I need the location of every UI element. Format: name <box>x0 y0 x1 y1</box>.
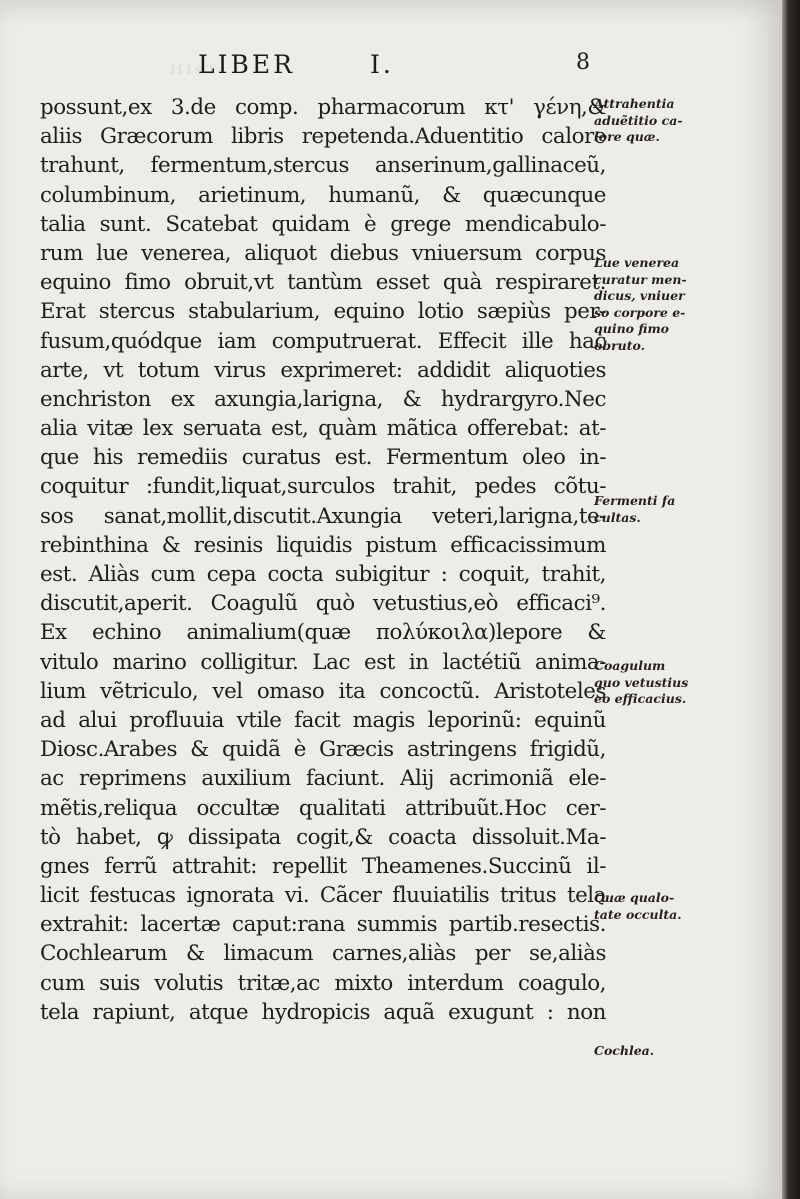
margin-note-line: cultas. <box>594 509 641 525</box>
body-line: sos sanat,mollit,discutit.Axungia veteri,larigna,te- <box>40 503 606 529</box>
show-through-text: ᴴᴵˢᵀ <box>170 60 220 88</box>
body-line: licit festucas ignorata vi. Cãcer fluuiatilis tritus tela <box>40 883 606 909</box>
margin-note-line: lore quæ. <box>594 129 660 144</box>
body-text <box>40 93 606 1027</box>
margin-note-line: Attrahentia <box>594 96 675 111</box>
body-line: tò habet, ꝙ dissipata cogit,& coacta dissoluit.Ma- <box>40 824 606 850</box>
margin-note-line: obruto. <box>594 337 645 353</box>
margin-note <box>594 658 734 708</box>
body-line: columbinum, arietinum, humanũ, & quæcunque <box>40 182 606 208</box>
margin-note <box>594 493 734 526</box>
body-line: enchriston ex axungia,larigna, & hydrargyro.Nec <box>40 386 606 412</box>
margin-note-line: so corpore e- <box>594 304 686 320</box>
body-line: possunt,ex 3.de comp. pharmacorum κτ' γένη,& <box>40 95 606 120</box>
margin-note-line: quo vetustius <box>594 674 689 690</box>
header-book-number: I. <box>370 50 394 79</box>
margin-note-line: Quæ qualo- <box>594 890 675 905</box>
margin-note-line: curatur men- <box>594 271 687 287</box>
body-line: extrahit: lacertæ caput:rana summis partib.resectis. <box>40 912 606 938</box>
body-line: est. Aliàs cum cepa cocta subigitur : coquit, trahit, <box>40 562 606 587</box>
body-line: arte, vt totum virus exprimeret: addidit aliquoties <box>40 357 606 383</box>
margin-note-line: dicus, vniuer <box>594 288 685 303</box>
body-line: Erat stercus stabularium, equino lotio sæpiùs per- <box>40 299 606 325</box>
body-line: Ex echino animalium(quæ πολύκοιλα)lepore & <box>40 620 606 646</box>
body-line: fusum,quódque iam computruerat. Effecit ille hac <box>40 328 606 354</box>
body-line: vitulo marino colligitur. Lac est in lactétiũ anima- <box>40 649 606 675</box>
body-line: que his remediis curatus est. Fermentum oleo in- <box>40 445 606 471</box>
book-gutter <box>782 0 800 1199</box>
margin-note <box>594 1043 734 1060</box>
body-line: Diosc.Arabes & quidã è Græcis astringens frigidũ, <box>40 737 606 763</box>
margin-note <box>594 96 734 146</box>
margin-note-line: Cochlea. <box>594 1043 655 1058</box>
margin-note <box>594 255 734 354</box>
margin-note-line: tate occulta. <box>594 906 682 922</box>
body-line: discutit,aperit. Coagulũ quò vetustius,eò efficaci⁹. <box>40 591 606 617</box>
margin-note-line: eo efficacius. <box>594 691 687 706</box>
body-line: alia vitæ lex seruata est, quàm mãtica offerebat: at- <box>40 416 606 442</box>
margin-note-line: Coagulum <box>594 658 666 673</box>
body-line: aliis Græcorum libris repetenda.Aduentitio calore <box>40 124 606 150</box>
margin-note-line: Fermenti fa <box>594 493 676 508</box>
body-line: lium vẽtriculo, vel omaso ita concoctũ. Aristoteles <box>40 678 606 704</box>
body-line: tela rapiunt, atque hydropicis aquã exugunt : non <box>40 999 606 1025</box>
body-line: rebinthina & resinis liquidis pistum efficacissimum <box>40 532 606 558</box>
body-line: cum suis volutis tritæ,ac mixto interdum coagulo, <box>40 970 606 996</box>
body-line: ad alui profluuia vtile facit magis leporinũ: equinũ <box>40 707 606 733</box>
margin-note-line: Lue venerea <box>594 255 680 270</box>
margin-note <box>594 890 734 923</box>
page-number: 8 <box>576 50 593 75</box>
body-line: trahunt, fermentum,stercus anserinum,gallinaceũ, <box>40 153 606 179</box>
body-line: mẽtis,reliqua occultæ qualitati attribuũt.Hoc cer- <box>40 795 606 821</box>
margin-note-line: aduẽtitio ca- <box>594 112 683 128</box>
body-line: Cochlearum & limacum carnes,aliàs per se,aliàs <box>40 941 606 967</box>
body-line: rum lue venerea, aliquot diebus vniuersum corpus <box>40 240 606 266</box>
body-line: equino fimo obruit,vt tantùm esset quà respiraret. <box>40 270 606 296</box>
body-line: talia sunt. Scatebat quidam è grege mendicabulo- <box>40 211 606 237</box>
margin-note-line: quino fimo <box>594 321 670 336</box>
header-title: LIBER <box>198 50 295 79</box>
body-line: ac reprimens auxilium faciunt. Alij acrimoniã ele- <box>40 766 606 792</box>
body-line: gnes ferrũ attrahit: repellit Theamenes.Succinũ il- <box>40 853 606 879</box>
body-line: coquitur :fundit,liquat,surculos trahit, pedes cõtu- <box>40 474 606 500</box>
